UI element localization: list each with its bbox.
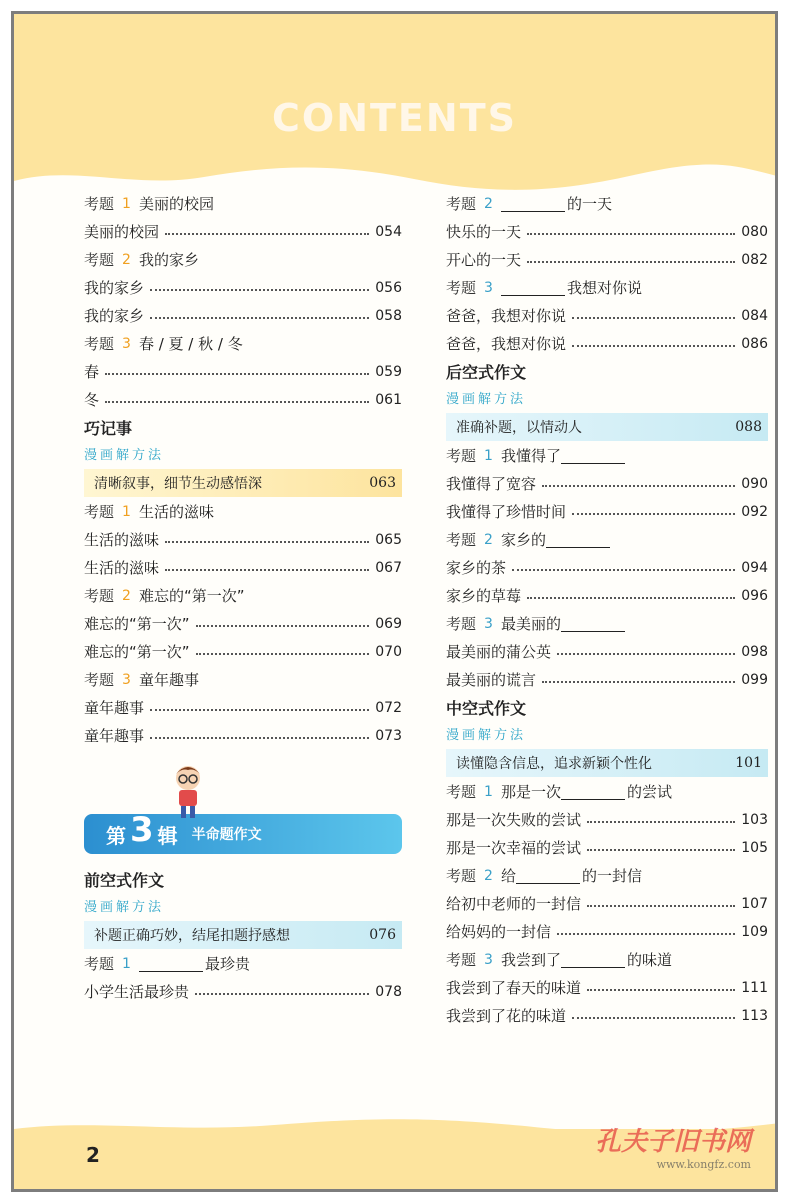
entry-title: 给初中老师的一封信 [446,895,582,913]
entry-title: 小学生活最珍贵 [84,983,190,1001]
topic-number: 1 [122,196,131,212]
topic-text: 我的家乡 [138,251,199,269]
toc-entry [84,218,402,246]
topic-label: 考题 [84,251,115,269]
right-toc-list [446,190,768,1030]
entry-title: 我尝到了春天的味道 [446,979,582,997]
topic-heading [446,946,768,974]
dot-leader [150,709,369,711]
toc-entry [84,526,402,554]
method-tag: 漫画解方法 [84,900,165,915]
fill-in-blank [561,617,625,632]
method-band-page: 101 [735,755,762,771]
method-tag: 漫画解方法 [446,728,527,743]
topic-text-prefix: 那是一次 [500,783,561,801]
topic-label: 考题 [446,195,477,213]
toc-entry [84,302,402,330]
topic-heading [446,778,768,806]
topic-text-prefix: 我尝到了 [500,951,561,969]
entry-page-number: 099 [741,672,768,688]
toc-entry [84,610,402,638]
entry-page-number: 054 [375,224,402,240]
method-band-page: 088 [735,419,762,435]
fill-in-blank [516,869,580,884]
entry-page-number: 069 [375,616,402,632]
topic-label: 考题 [84,335,115,353]
entry-page-number: 059 [375,364,402,380]
entry-title: 生活的滋味 [84,559,160,577]
entry-title: 那是一次失败的尝试 [446,811,582,829]
entry-page-number: 092 [741,504,768,520]
topic-heading [84,498,402,526]
toc-entry [84,554,402,582]
entry-title: 难忘的“第一次” [84,615,190,633]
method-band-text: 准确补题，以情动人 [456,420,582,436]
topic-text: 难忘的“第一次” [138,587,245,605]
watermark-url: www.kongfz.com [656,1158,751,1171]
topic-number: 2 [484,196,493,212]
dot-leader [196,653,370,655]
topic-label: 考题 [446,783,477,801]
entry-title: 最美丽的谎言 [446,671,537,689]
method-band [84,469,402,497]
chapter-banner [84,810,402,854]
topic-number: 2 [122,252,131,268]
dot-leader [165,569,369,571]
topic-label: 考题 [84,671,115,689]
topic-heading [446,610,768,638]
page-number: 2 [86,1143,100,1167]
section-heading: 前空式作文 [84,871,165,890]
topic-number: 3 [484,952,493,968]
entry-page-number: 065 [375,532,402,548]
entry-title: 冬 [84,391,100,409]
method-band-text: 清晰叙事，细节生动感悟深 [94,476,262,492]
topic-heading [446,442,768,470]
entry-page-number: 078 [375,984,402,1000]
topic-text-prefix: 我懂得了 [500,447,561,465]
toc-entry [446,890,768,918]
topic-heading [84,190,402,218]
entry-page-number: 113 [741,1008,768,1024]
topic-label: 考题 [446,447,477,465]
entry-title: 难忘的“第一次” [84,643,190,661]
topic-number: 3 [484,616,493,632]
toc-entry [84,978,402,1006]
topic-heading [446,862,768,890]
topic-text: 的一天 [566,195,612,213]
right-column [446,190,768,1030]
left-column [84,190,402,1006]
toc-entry [446,834,768,862]
toc-entry [446,330,768,358]
page-title: CONTENTS [272,96,517,140]
entry-page-number: 058 [375,308,402,324]
method-band-page: 063 [369,475,396,491]
section-heading: 巧记事 [84,419,133,438]
entry-title: 我的家乡 [84,307,145,325]
banner-prefix: 第 [106,823,126,848]
topic-text: 春 / 夏 / 秋 / 冬 [138,335,243,353]
toc-entry [446,638,768,666]
method-band-text: 补题正确巧妙，结尾扣题抒感想 [94,928,290,944]
banner-number: 3 [130,810,154,850]
entry-page-number: 109 [741,924,768,940]
method-band [84,921,402,949]
topic-text-prefix: 最美丽的 [500,615,561,633]
method-band-page: 076 [369,927,396,943]
toc-entry [84,722,402,750]
entry-page-number: 094 [741,560,768,576]
topic-heading [84,950,402,978]
entry-title: 我的家乡 [84,279,145,297]
topic-text: 我想对你说 [566,279,642,297]
toc-entry [84,694,402,722]
fill-in-blank [501,281,565,296]
fill-in-blank [501,197,565,212]
entry-title: 春 [84,363,100,381]
entry-title: 那是一次幸福的尝试 [446,839,582,857]
topic-heading [446,274,768,302]
entry-title: 童年趣事 [84,699,145,717]
dot-leader [150,737,369,739]
entry-page-number: 082 [741,252,768,268]
topic-text-prefix: 给 [500,867,516,885]
toc-entry [446,554,768,582]
topic-text: 的一封信 [581,867,642,885]
dot-leader [165,233,369,235]
section-heading: 中空式作文 [446,699,527,718]
toc-entry [84,638,402,666]
entry-title: 快乐的一天 [446,223,522,241]
entry-page-number: 098 [741,644,768,660]
toc-entry [84,386,402,414]
entry-page-number: 084 [741,308,768,324]
fill-in-blank [546,533,610,548]
topic-text-prefix: 家乡的 [500,531,546,549]
entry-title: 生活的滋味 [84,531,160,549]
topic-number: 2 [484,868,493,884]
dot-leader [165,541,369,543]
topic-text: 美丽的校园 [138,195,214,213]
toc-entry [446,918,768,946]
topic-text: 最珍贵 [204,955,250,973]
left-toc-list [84,190,402,750]
dot-leader [572,345,735,347]
entry-page-number: 080 [741,224,768,240]
toc-entry [84,274,402,302]
entry-title: 爸爸，我想对你说 [446,307,567,325]
entry-title: 给妈妈的一封信 [446,923,552,941]
toc-entry [446,1002,768,1030]
dot-leader [150,317,369,319]
fill-in-blank [561,785,625,800]
method-band [446,413,768,441]
watermark-logo-text: 孔夫子旧书网 [594,1127,751,1157]
toc-entry [446,974,768,1002]
section-heading: 后空式作文 [446,363,527,382]
topic-heading [84,666,402,694]
header-band [14,14,775,199]
topic-text: 的尝试 [626,783,672,801]
dot-leader [587,849,735,851]
topic-number: 1 [122,956,131,972]
dot-leader [587,821,735,823]
dot-leader [572,317,735,319]
topic-label: 考题 [84,503,115,521]
left-toc-list-2 [84,866,402,1006]
topic-label: 考题 [446,867,477,885]
watermark [595,1121,751,1171]
method-band-text: 读懂隐含信息，追求新颖个性化 [456,756,652,772]
dot-leader [587,989,735,991]
topic-number: 2 [484,532,493,548]
fill-in-blank [139,957,203,972]
method-band [446,749,768,777]
banner-subtitle: 半命题作文 [191,827,262,843]
entry-title: 开心的一天 [446,251,522,269]
toc-entry [446,302,768,330]
entry-page-number: 056 [375,280,402,296]
topic-number: 3 [484,280,493,296]
topic-number: 1 [484,448,493,464]
entry-page-number: 096 [741,588,768,604]
entry-title: 童年趣事 [84,727,145,745]
dot-leader [150,289,369,291]
dot-leader [542,485,735,487]
dot-leader [195,993,369,995]
topic-text: 生活的滋味 [138,503,214,521]
entry-page-number: 061 [375,392,402,408]
dot-leader [572,513,735,515]
topic-label: 考题 [446,951,477,969]
toc-entry [446,582,768,610]
entry-page-number: 107 [741,896,768,912]
topic-heading [84,330,402,358]
topic-text: 童年趣事 [138,671,199,689]
topic-number: 3 [122,336,131,352]
dot-leader [105,401,369,403]
entry-page-number: 090 [741,476,768,492]
method-tag: 漫画解方法 [446,392,527,407]
topic-label: 考题 [446,279,477,297]
topic-number: 3 [122,672,131,688]
cartoon-boy-icon [168,762,208,822]
entry-page-number: 103 [741,812,768,828]
topic-label: 考题 [446,615,477,633]
entry-page-number: 073 [375,728,402,744]
dot-leader [572,1017,735,1019]
book-page [11,11,778,1192]
entry-title: 最美丽的蒲公英 [446,643,552,661]
toc-entry [446,218,768,246]
entry-title: 美丽的校园 [84,223,160,241]
fill-in-blank [561,449,625,464]
dot-leader [527,261,735,263]
dot-leader [527,597,735,599]
toc-entry [446,498,768,526]
dot-leader [196,625,370,627]
entry-page-number: 111 [741,980,768,996]
entry-title: 家乡的草莓 [446,587,522,605]
toc-entry [84,358,402,386]
topic-heading [84,246,402,274]
fill-in-blank [561,953,625,968]
dot-leader [557,653,735,655]
dot-leader [527,233,735,235]
topic-number: 2 [122,588,131,604]
toc-entry [446,806,768,834]
entry-page-number: 070 [375,644,402,660]
topic-label: 考题 [84,587,115,605]
footer-band [14,1129,775,1189]
topic-heading [84,582,402,610]
dot-leader [542,681,735,683]
toc-entry [446,246,768,274]
entry-page-number: 067 [375,560,402,576]
topic-number: 1 [122,504,131,520]
toc-entry [446,470,768,498]
entry-page-number: 072 [375,700,402,716]
dot-leader [105,373,369,375]
entry-title: 我尝到了花的味道 [446,1007,567,1025]
entry-page-number: 086 [741,336,768,352]
entry-title: 我懂得了珍惜时间 [446,503,567,521]
entry-title: 家乡的茶 [446,559,507,577]
topic-text: 的味道 [626,951,672,969]
entry-title: 我懂得了宽容 [446,475,537,493]
entry-title: 爸爸，我想对你说 [446,335,567,353]
dot-leader [557,933,735,935]
toc-entry [446,666,768,694]
dot-leader [512,569,735,571]
topic-heading [446,526,768,554]
topic-number: 1 [484,784,493,800]
topic-heading [446,190,768,218]
dot-leader [587,905,735,907]
banner-suffix: 辑 [157,823,178,848]
method-tag: 漫画解方法 [84,448,165,463]
topic-label: 考题 [446,531,477,549]
entry-page-number: 105 [741,840,768,856]
topic-label: 考题 [84,955,115,973]
topic-label: 考题 [84,195,115,213]
